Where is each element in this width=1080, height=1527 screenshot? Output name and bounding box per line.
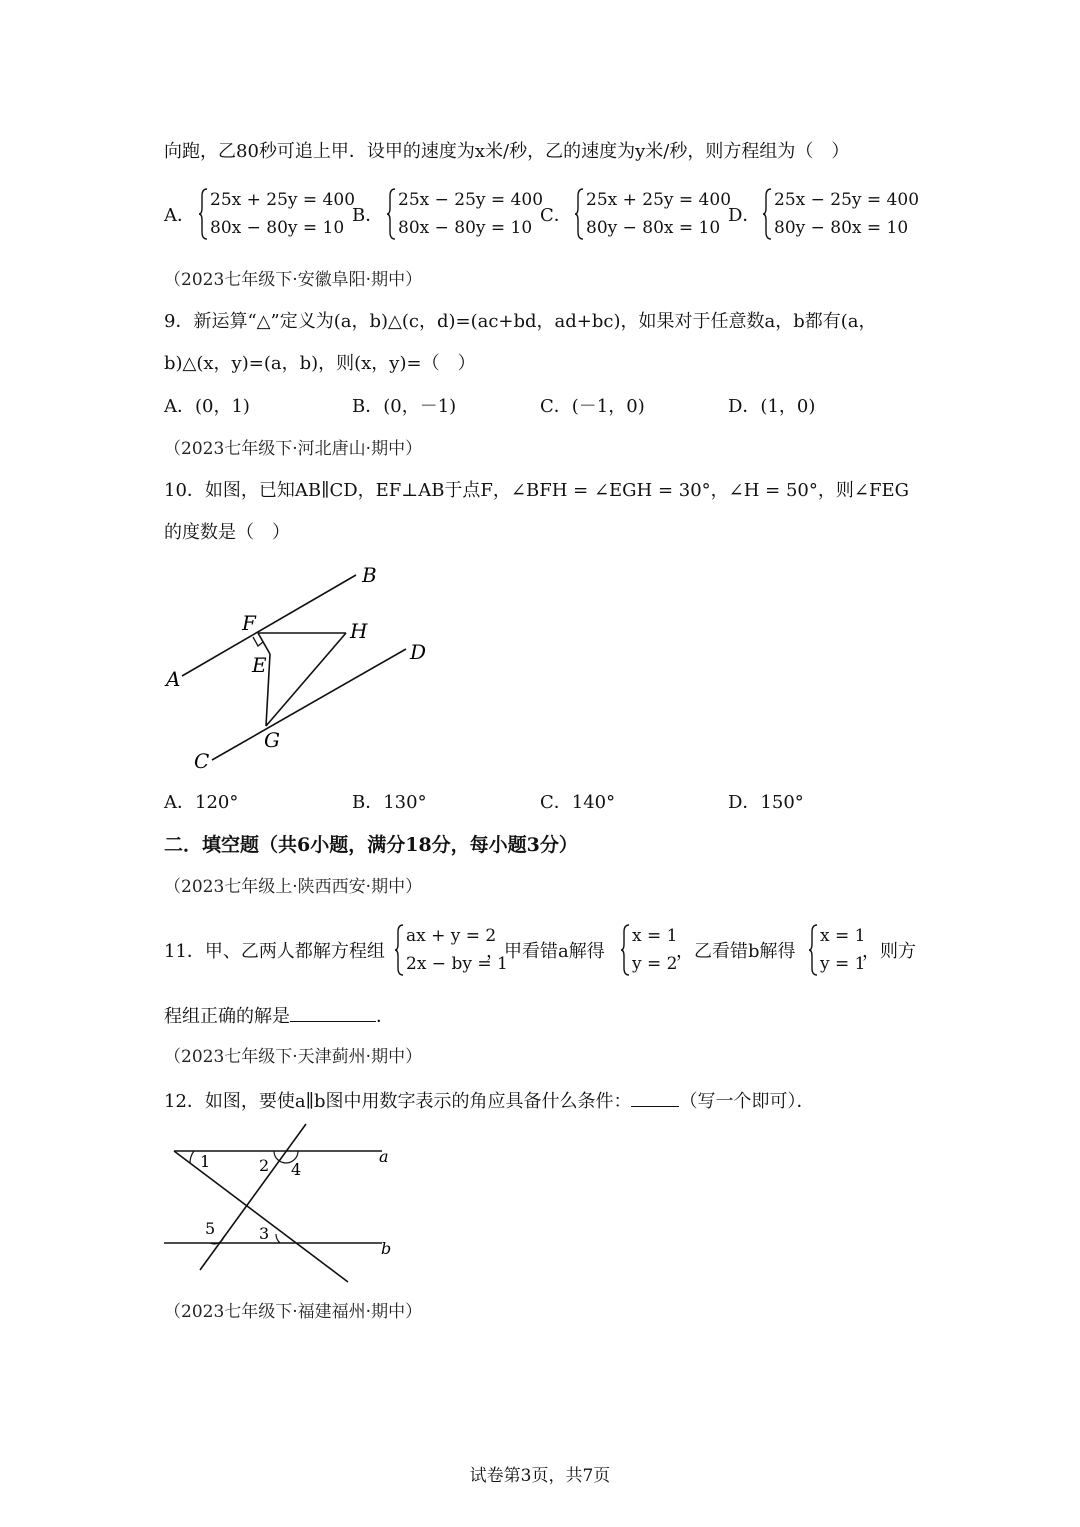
q8-stem-tail: 向跑，乙80秒可追上甲．设甲的速度为x米/秒，乙的速度为y米/秒，则方程组为（ ） xyxy=(164,141,850,162)
q12-source: （2023七年级下·天津蓟州·期中） xyxy=(164,1047,423,1067)
q9-option-c: C．(－1，0) xyxy=(540,396,645,417)
page-footer: 试卷第3页，共7页 xyxy=(469,1466,611,1486)
segment-hg xyxy=(266,633,346,726)
brace-icon xyxy=(198,188,208,240)
label-c: C xyxy=(194,749,210,773)
q8-option-a-label: A． xyxy=(164,205,195,226)
q9-option-d: D．(1，0) xyxy=(728,396,816,417)
transversal-2 xyxy=(200,1124,306,1270)
equation: ax + y = 2 xyxy=(406,926,497,946)
equation: 25x − 25y = 400 xyxy=(398,190,544,210)
q11-suffix: ，则方 xyxy=(862,941,916,962)
brace-icon xyxy=(762,188,772,240)
label-f: F xyxy=(242,611,256,635)
q10-figure xyxy=(160,560,450,780)
line-cd xyxy=(212,649,406,760)
equation: x = 1 xyxy=(820,926,866,946)
angle-label-3: 3 xyxy=(259,1224,270,1243)
angle-arc-1 xyxy=(190,1151,194,1163)
brace-icon xyxy=(386,188,396,240)
q8-option-d-label: D． xyxy=(728,205,761,226)
equation: y = 2 xyxy=(632,954,678,974)
equation: 80y − 80x = 10 xyxy=(586,218,721,238)
q9-stem-line1: 9．新运算“△”定义为(a，b)△(c，d)=(ac+bd，ad+bc)，如果对于任意数a，b都有(a， xyxy=(164,311,877,332)
equation: 80x − 80y = 10 xyxy=(210,218,345,238)
q12-prefix: 12．如图，要使a∥b图中用数字表示的角应具备什么条件： xyxy=(164,1091,632,1112)
q10-option-c: C．140° xyxy=(540,792,616,813)
equation: 25x − 25y = 400 xyxy=(774,190,920,210)
q8-option-b-label: B． xyxy=(352,205,384,226)
q11-line2 xyxy=(164,1003,394,1029)
equation: 2x − by = 1 xyxy=(406,954,508,974)
q11-line2-text: 程组正确的解是 xyxy=(164,1006,290,1027)
equation: y = 1 xyxy=(820,954,866,974)
answer-blank[interactable] xyxy=(631,1088,679,1107)
q11-line2-end: ． xyxy=(376,1006,394,1027)
label-g: G xyxy=(264,728,280,752)
line-label-a: a xyxy=(379,1147,389,1166)
q9-stem-line2: b)△(x，y)=(a，b)，则(x，y)=（ ） xyxy=(164,353,476,374)
q8-option-b-system xyxy=(386,188,544,240)
q10-stem-line2: 的度数是（ ） xyxy=(164,522,290,543)
next-question-source: （2023七年级下·福建福州·期中） xyxy=(164,1302,423,1322)
label-h: H xyxy=(350,619,368,643)
q10-option-d: D．150° xyxy=(728,792,804,813)
angle-label-4: 4 xyxy=(291,1160,302,1179)
q9-source: （2023七年级下·安徽阜阳·期中） xyxy=(164,270,423,290)
q10-stem-line1: 10．如图，已知AB∥CD，EF⊥AB于点F，∠BFH = ∠EGH = 30°，∠H = 50°，则∠FEG xyxy=(164,480,909,501)
q11-mid2: ，乙看错b解得 xyxy=(676,941,796,962)
q8-option-d-system xyxy=(762,188,920,240)
q9-option-a: A．(0，1) xyxy=(164,396,250,417)
q12-suffix: （写一个即可）． xyxy=(679,1091,815,1112)
q11-mid1: ，甲看错a解得 xyxy=(486,941,605,962)
q12-stem xyxy=(164,1088,814,1114)
angle-label-5: 5 xyxy=(205,1219,216,1238)
q10-source: （2023七年级下·河北唐山·期中） xyxy=(164,439,423,459)
q8-option-a-system xyxy=(198,188,356,240)
q8-option-c-label: C． xyxy=(540,205,572,226)
equation: 80x − 80y = 10 xyxy=(398,218,533,238)
brace-icon xyxy=(808,924,818,976)
answer-blank[interactable] xyxy=(290,1003,376,1022)
angle-label-1: 1 xyxy=(200,1152,211,1171)
label-b: B xyxy=(362,563,377,587)
equation: x = 1 xyxy=(632,926,678,946)
equation: 25x + 25y = 400 xyxy=(586,190,732,210)
angle-arc-3 xyxy=(276,1234,280,1243)
q11-prefix: 11．甲、乙两人都解方程组 xyxy=(164,941,385,962)
q11-jia-system xyxy=(620,924,680,976)
label-a: A xyxy=(166,667,181,691)
brace-icon xyxy=(394,924,404,976)
brace-icon xyxy=(574,188,584,240)
q12-figure xyxy=(160,1120,400,1290)
angle-label-2: 2 xyxy=(259,1156,270,1175)
q10-option-b: B．130° xyxy=(352,792,427,813)
q11-yi-system xyxy=(808,924,868,976)
equation: 80y − 80x = 10 xyxy=(774,218,909,238)
segment-fe xyxy=(258,633,270,654)
q9-option-b: B．(0，－1) xyxy=(352,396,457,417)
q10-option-a: A．120° xyxy=(164,792,239,813)
label-d: D xyxy=(410,640,427,664)
label-e: E xyxy=(252,653,267,677)
equation: 25x + 25y = 400 xyxy=(210,190,356,210)
section-title: 二．填空题（共6小题，满分18分，每小题3分） xyxy=(164,834,578,856)
brace-icon xyxy=(620,924,630,976)
q11-main-system xyxy=(394,924,508,976)
q11-source: （2023七年级上·陕西西安·期中） xyxy=(164,877,423,897)
line-label-b: b xyxy=(381,1239,392,1258)
q8-option-c-system xyxy=(574,188,732,240)
